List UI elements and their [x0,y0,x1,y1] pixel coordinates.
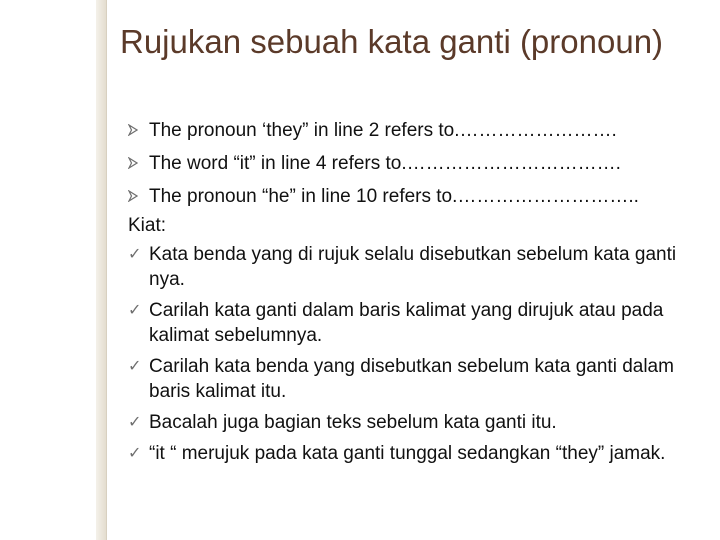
checkmark-icon: ✓ [128,358,142,375]
tip-text: Kata benda yang di rujuk selalu disebutkan sebelum kata ganti nya. [149,244,677,290]
arrow-bullet-icon [128,151,138,169]
tips-list [128,242,698,466]
tip-item [128,410,698,435]
tip-item [128,441,698,466]
checkmark-icon: ✓ [128,302,142,319]
tip-text: Carilah kata benda yang disebutkan sebelum kata ganti dalam baris kalimat itu. [149,356,674,402]
question-text: The pronoun ‘they” in line 2 refers to.……………………. [149,120,617,141]
slide-content [128,118,698,472]
checkmark-icon: ✓ [128,414,142,431]
question-item [128,184,698,209]
tip-text: “it “ merujuk pada kata ganti tunggal sedangkan “they” jamak. [149,443,666,464]
checkmark-icon: ✓ [128,246,142,263]
question-list [128,118,698,209]
question-text: The pronoun “he” in line 10 refers to.……………………….. [149,186,639,207]
question-item [128,151,698,176]
tip-item [128,354,698,404]
slide-left-border [96,0,107,540]
slide-title: Rujukan sebuah kata ganti (pronoun) [120,23,664,60]
tip-item [128,242,698,292]
question-text: The word “it” in line 4 refers to.……………………………. [149,153,621,174]
arrow-bullet-icon [128,184,138,202]
checkmark-icon: ✓ [128,445,142,462]
question-item [128,118,698,143]
tips-label: Kiat: [128,215,167,236]
tip-text: Bacalah juga bagian teks sebelum kata ganti itu. [149,412,557,433]
tip-text: Carilah kata ganti dalam baris kalimat yang dirujuk atau pada kalimat sebelumnya. [149,300,664,346]
arrow-bullet-icon [128,118,138,136]
tip-item [128,298,698,348]
